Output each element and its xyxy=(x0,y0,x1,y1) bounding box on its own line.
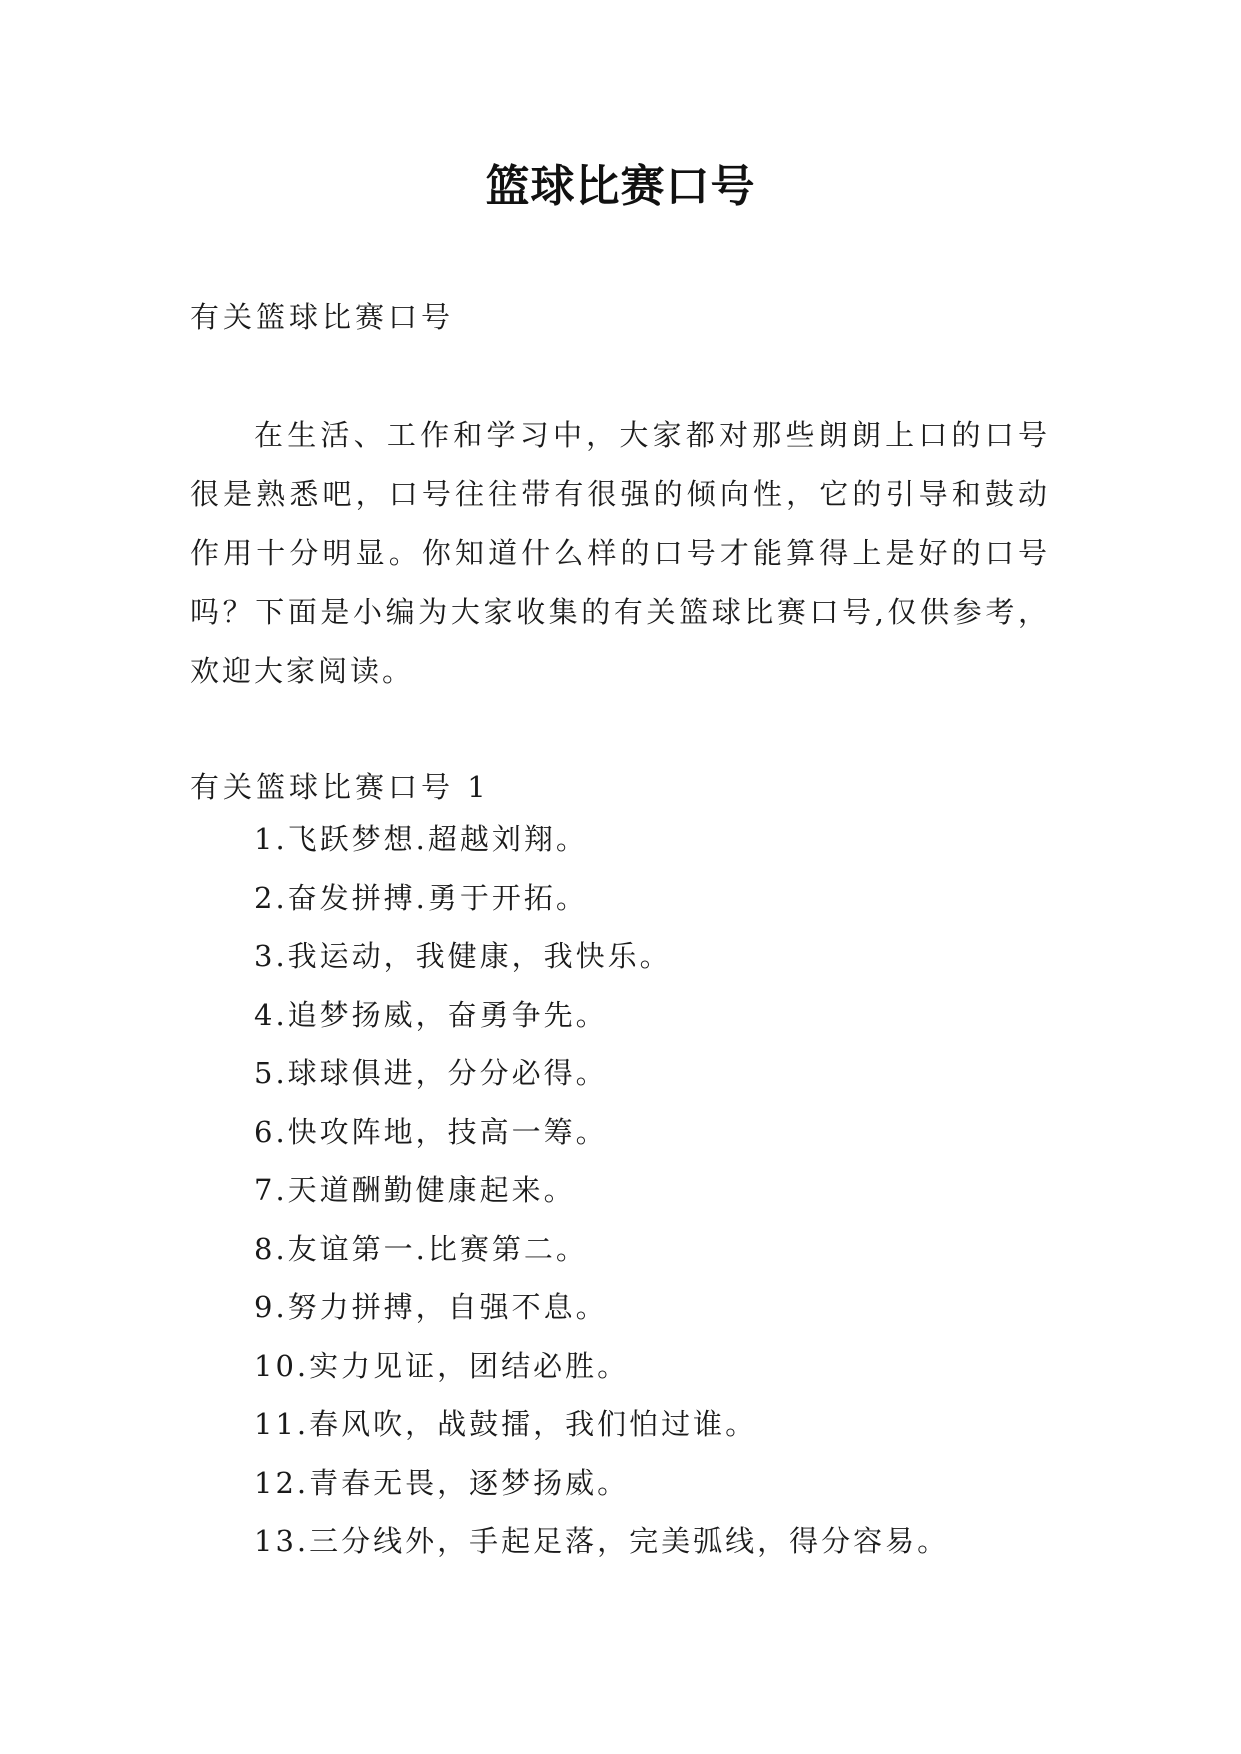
slogan-item: 8.友谊第一.比赛第二。 xyxy=(254,1231,588,1266)
slogan-item: 9.努力拼搏，自强不息。 xyxy=(254,1290,608,1324)
slogan-item: 2.奋发拼搏.勇于开拓。 xyxy=(254,880,588,915)
slogan-item: 3.我运动，我健康，我快乐。 xyxy=(254,939,672,973)
slogan-item: 12.青春无畏，逐梦扬威。 xyxy=(254,1465,630,1500)
slogan-item: 6.快攻阵地，技高一筹。 xyxy=(254,1114,608,1149)
slogan-list xyxy=(254,810,949,1571)
slogan-item: 7.天道酬勤健康起来。 xyxy=(254,1173,576,1207)
slogan-item: 5.球球俱进，分分必得。 xyxy=(254,1056,608,1090)
slogan-item: 13.三分线外，手起足落，完美弧线，得分容易。 xyxy=(254,1524,950,1558)
slogan-item: 4.追梦扬威，奋勇争先。 xyxy=(254,997,608,1032)
document-subtitle: 有关篮球比赛口号 xyxy=(190,300,455,334)
document-title: 篮球比赛口号 xyxy=(485,161,756,212)
slogan-item: 10.实力见证，团结必胜。 xyxy=(254,1348,630,1383)
slogan-item: 1.飞跃梦想.超越刘翔。 xyxy=(254,822,588,856)
slogan-item: 11.春风吹，战鼓擂，我们怕过谁。 xyxy=(254,1407,758,1441)
section-heading: 有关篮球比赛口号 1 xyxy=(190,770,490,804)
intro-paragraph: 在生活、工作和学习中，大家都对那些朗朗上口的口号很是熟悉吧，口号往往带有很强的倾向性，它的引导和鼓动作用十分明显。你知道什么样的口号才能算得上是好的口号吗？下面是小编为大家收集的有关篮球比赛口号,仅供参考，欢迎大家阅读。 xyxy=(190,418,1050,688)
